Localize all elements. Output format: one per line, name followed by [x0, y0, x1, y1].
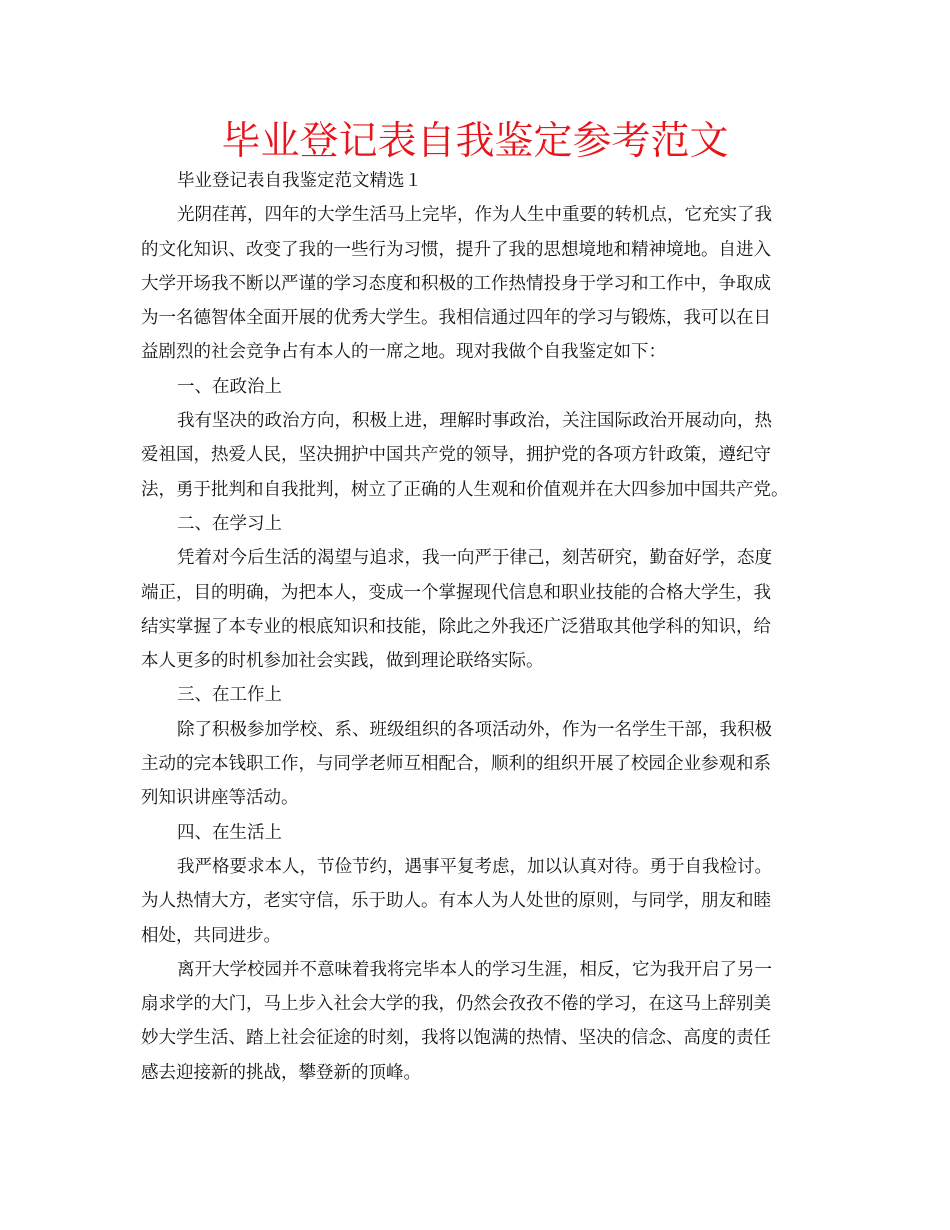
paragraph-line: 结实掌握了本专业的根底知识和技能，除此之外我还广泛猎取其他学科的知识，给: [141, 616, 771, 637]
paragraph-line: 感去迎接新的挑战，攀登新的顶峰。: [141, 1062, 421, 1083]
paragraph-line: 妙大学生活、踏上社会征途的时刻，我将以饱满的热情、坚决的信念、高度的责任: [141, 1028, 771, 1049]
paragraph-line: 列知识讲座等活动。: [141, 788, 299, 809]
paragraph-line: 凭着对今后生活的渴望与追求，我一向严于律己，刻苦研究，勤奋好学，态度: [177, 548, 772, 569]
section-subtitle: 毕业登记表自我鉴定范文精选１: [177, 171, 422, 191]
paragraph-line: 除了积极参加学校、系、班级组织的各项活动外，作为一名学生干部，我积极: [177, 719, 772, 740]
section-heading-life: 四、在生活上: [177, 822, 282, 843]
paragraph-line: 大学开场我不断以严谨的学习态度和积极的工作热情投身于学习和工作中，争取成: [141, 273, 771, 294]
paragraph-line: 为人热情大方，老实守信，乐于助人。有本人为人处世的原则，与同学，朋友和睦: [141, 891, 771, 912]
paragraph-line: 扇求学的大门，马上步入社会大学的我，仍然会孜孜不倦的学习，在这马上辞别美: [141, 994, 771, 1015]
paragraph-line: 离开大学校园并不意味着我将完毕本人的学习生涯，相反，它为我开启了另一: [177, 959, 772, 980]
paragraph-line: 主动的完本钱职工作，与同学老师互相配合，顺利的组织开展了校园企业参观和系: [141, 754, 771, 775]
paragraph-line: 法，勇于批判和自我批判，树立了正确的人生观和价值观并在大四参加中国共产党。: [141, 479, 789, 500]
paragraph-line: 端正，目的明确，为把本人，变成一个掌握现代信息和职业技能的合格大学生，我: [141, 582, 771, 603]
paragraph-line: 本人更多的时机参加社会实践，做到理论联络实际。: [141, 651, 544, 672]
paragraph-line: 我有坚决的政治方向，积极上进，理解时事政治，关注国际政治开展动向，热: [177, 411, 772, 432]
section-heading-politics: 一、在政治上: [177, 376, 282, 397]
paragraph-line: 我严格要求本人，节俭节约，遇事平复考虑，加以认真对待。勇于自我检讨。: [177, 856, 772, 877]
paragraph-line: 爱祖国，热爱人民，坚决拥护中国共产党的领导，拥护党的各项方针政策，遵纪守: [141, 445, 771, 466]
paragraph-line: 为一名德智体全面开展的优秀大学生。我相信通过四年的学习与锻炼，我可以在日: [141, 308, 771, 329]
paragraph-line: 光阴荏苒，四年的大学生活马上完毕，作为人生中重要的转机点，它充实了我: [177, 205, 772, 226]
section-heading-study: 二、在学习上: [177, 513, 282, 534]
paragraph-line: 的文化知识、改变了我的一些行为习惯，提升了我的思想境地和精神境地。自进入: [141, 239, 771, 260]
page-title: 毕业登记表自我鉴定参考范文: [221, 119, 729, 164]
paragraph-line: 相处，共同进步。: [141, 925, 281, 946]
section-heading-work: 三、在工作上: [177, 685, 282, 706]
document-body: [141, 164, 821, 1090]
paragraph-line: 益剧烈的社会竞争占有本人的一席之地。现对我做个自我鉴定如下：: [141, 342, 666, 363]
